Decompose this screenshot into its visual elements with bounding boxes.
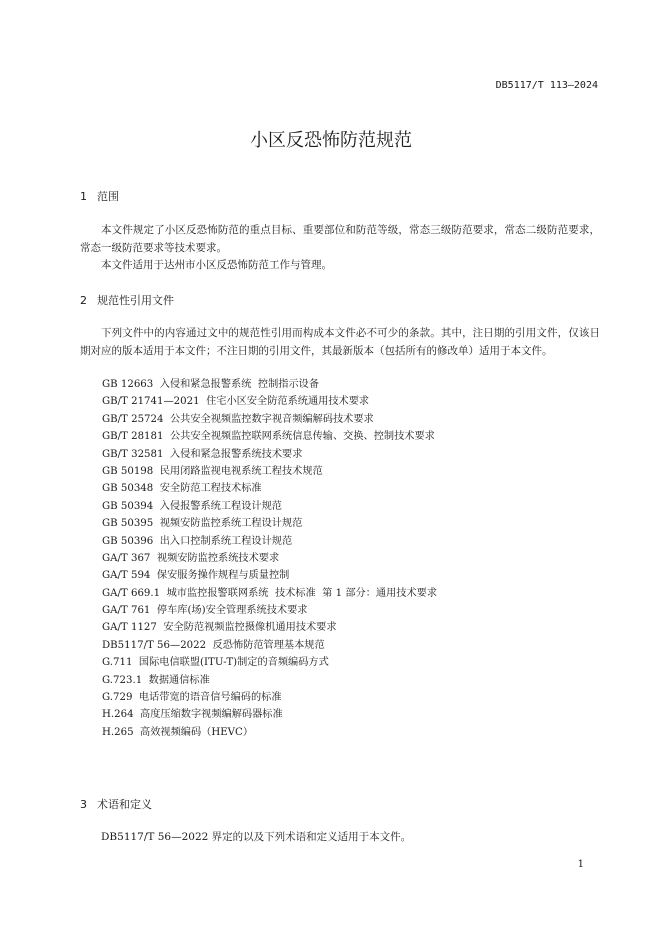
reference-item: GB 12663 入侵和紧急报警系统 控制指示设备 bbox=[102, 379, 320, 390]
document-title: 小区反恐怖防范规范 bbox=[250, 130, 412, 151]
section-number: 2 bbox=[80, 294, 87, 307]
reference-item: H.264 高度压缩数字视频编解码器标准 bbox=[102, 709, 283, 721]
reference-item: DB5117/T 56—2022 反恐怖防范管理基本规范 bbox=[102, 639, 325, 651]
reference-item: GB/T 21741—2021 住宅小区安全防范系统通用技术要求 bbox=[102, 396, 370, 408]
paragraph: 本文件规定了小区反恐怖防范的重点目标、重要部位和防范等级，常态三级防范要求，常态二级防范要求，常态一级防范要求等技术要求。 bbox=[80, 224, 600, 254]
section-1-body bbox=[80, 222, 600, 275]
reference-item: GA/T 761 停车库(场)安全管理系统技术要求 bbox=[102, 605, 308, 617]
reference-item: GA/T 1127 安全防范视频监控摄像机通用技术要求 bbox=[102, 622, 337, 634]
reference-item: H.265 高效视频编码（HEVC） bbox=[102, 726, 254, 738]
reference-item: GB 50394 入侵报警系统工程设计规范 bbox=[102, 500, 282, 512]
reference-item: G.711 国际电信联盟(ITU-T)制定的音频编码方式 bbox=[102, 657, 329, 669]
section-1-heading bbox=[80, 188, 119, 204]
document-number: DB5117/T 113—2024 bbox=[495, 80, 598, 91]
paragraph: DB5117/T 56—2022 界定的以及下列术语和定义适用于本文件。 bbox=[101, 831, 412, 843]
reference-list bbox=[102, 376, 437, 741]
page-number: 1 bbox=[577, 859, 584, 870]
section-title: 范围 bbox=[97, 190, 119, 203]
paragraph: 下列文件中的内容通过文中的规范性引用而构成本文件必不可少的条款。其中，注日期的引用文件，仅该日期对应的版本适用于本文件；不注日期的引用文件，其最新版本（包括所有的修改单）适用于本文件。 bbox=[80, 327, 600, 357]
paragraph: 本文件适用于达州市小区反恐怖防范工作与管理。 bbox=[101, 259, 332, 271]
section-2-heading bbox=[80, 292, 174, 308]
section-title: 术语和定义 bbox=[97, 798, 152, 811]
section-number: 3 bbox=[80, 798, 87, 811]
section-title: 规范性引用文件 bbox=[97, 294, 174, 307]
reference-item: GB/T 28181 公共安全视频监控联网系统信息传输、交换、控制技术要求 bbox=[102, 431, 435, 443]
section-3-heading bbox=[80, 796, 152, 812]
reference-item: GB/T 25724 公共安全视频监控数字视音频编解码技术要求 bbox=[102, 413, 374, 425]
reference-item: GB 50395 视频安防监控系统工程设计规范 bbox=[102, 518, 303, 530]
reference-item: G.723.1 数据通信标准 bbox=[102, 674, 210, 686]
section-2-body bbox=[80, 325, 600, 360]
reference-item: GA/T 367 视频安防监控系统技术要求 bbox=[102, 552, 280, 564]
section-3-body bbox=[80, 829, 600, 847]
reference-item: GB 50198 民用闭路监视电视系统工程技术规范 bbox=[102, 465, 323, 477]
reference-item: GA/T 669.1 城市监控报警联网系统 技术标准 第 1 部分：通用技术要求 bbox=[102, 587, 438, 599]
reference-item: G.729 电话带宽的语音信号编码的标准 bbox=[102, 692, 282, 704]
reference-item: GB 50396 出入口控制系统工程设计规范 bbox=[102, 535, 293, 547]
reference-item: GA/T 594 保安服务操作规程与质量控制 bbox=[102, 570, 290, 582]
reference-item: GB 50348 安全防范工程技术标准 bbox=[102, 483, 262, 495]
reference-item: GB/T 32581 入侵和紧急报警系统技术要求 bbox=[102, 448, 303, 460]
section-number: 1 bbox=[80, 190, 87, 203]
